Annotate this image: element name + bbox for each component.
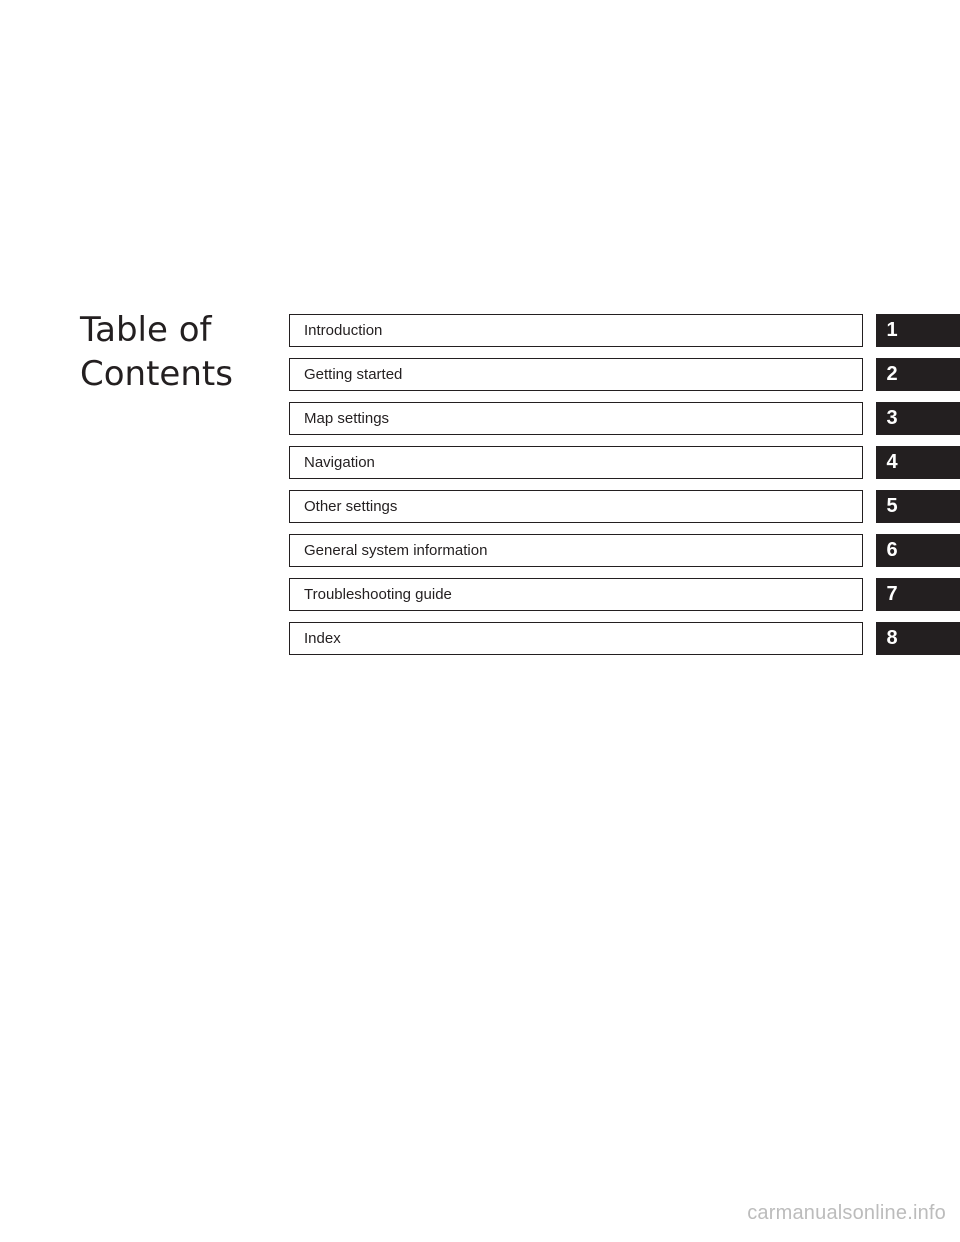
page-title (80, 308, 233, 396)
toc-entry-box (289, 622, 863, 655)
toc-entry-troubleshooting-guide[interactable] (289, 578, 960, 611)
toc-entry-getting-started[interactable] (289, 358, 960, 391)
chapter-number: 6 (886, 539, 898, 561)
toc-entry-box (289, 534, 863, 567)
chapter-number: 4 (886, 451, 898, 473)
chapter-number: 2 (886, 363, 898, 385)
toc-entry-label: Troubleshooting guide (304, 586, 452, 603)
toc-entry-other-settings[interactable] (289, 490, 960, 523)
chapter-tab[interactable] (876, 358, 960, 391)
toc-entry-label: Getting started (304, 366, 403, 383)
chapter-number: 1 (886, 319, 898, 341)
toc-entry-box (289, 578, 863, 611)
chapter-number: 3 (886, 407, 898, 429)
toc-entry-label: Other settings (304, 498, 398, 515)
toc-entry-map-settings[interactable] (289, 402, 960, 435)
watermark-text: carmanualsonline.info (747, 1202, 946, 1224)
chapter-tab[interactable] (876, 622, 960, 655)
page-title-line-1: Table of (80, 310, 212, 350)
toc-entry-box (289, 446, 863, 479)
table-of-contents (289, 314, 960, 666)
toc-entry-label: Index (304, 630, 341, 647)
toc-entry-label: Navigation (304, 454, 375, 471)
chapter-tab[interactable] (876, 534, 960, 567)
toc-entry-box (289, 358, 863, 391)
toc-entry-index[interactable] (289, 622, 960, 655)
chapter-tab[interactable] (876, 402, 960, 435)
chapter-number: 7 (886, 583, 898, 605)
chapter-tab[interactable] (876, 490, 960, 523)
toc-entry-label: Map settings (304, 410, 390, 427)
chapter-number: 5 (886, 495, 898, 517)
chapter-number: 8 (886, 627, 898, 649)
toc-entry-general-system-information[interactable] (289, 534, 960, 567)
toc-entry-box (289, 314, 863, 347)
toc-entry-box (289, 402, 863, 435)
toc-entry-navigation[interactable] (289, 446, 960, 479)
toc-entry-label: General system information (304, 542, 488, 559)
chapter-tab[interactable] (876, 578, 960, 611)
toc-entry-box (289, 490, 863, 523)
chapter-tab[interactable] (876, 446, 960, 479)
toc-entry-introduction[interactable] (289, 314, 960, 347)
page-title-line-2: Contents (80, 354, 233, 394)
toc-entry-label: Introduction (304, 322, 383, 339)
chapter-tab[interactable] (876, 314, 960, 347)
